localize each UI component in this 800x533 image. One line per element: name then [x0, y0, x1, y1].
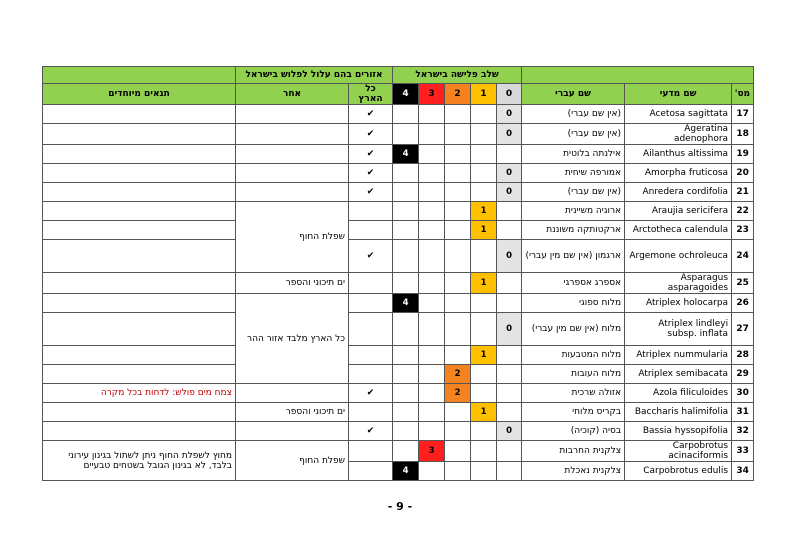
stage-cell-1: [471, 313, 497, 346]
other-areas: ים תיכוני והספר: [236, 403, 349, 422]
stage-cell-2: [445, 164, 471, 183]
stage-badge: 0: [502, 425, 517, 438]
col-header-stage-2: 2: [445, 84, 471, 105]
hebrew-name: מלוח ספוגי: [522, 294, 625, 313]
hebrew-name: צלקנית החרבות: [522, 441, 625, 462]
stage-cell-0: [497, 365, 522, 384]
other-areas: [236, 422, 349, 441]
stage-cell-2: [445, 365, 471, 384]
all-country-check: ✔: [349, 164, 393, 183]
table-row: [43, 145, 754, 164]
stage-cell-2: [445, 183, 471, 202]
header-empty-left: [522, 67, 754, 84]
stage-cell-2: [445, 145, 471, 164]
col-header-num: מס': [732, 84, 754, 105]
stage-cell-1: [471, 384, 497, 403]
stage-cell-3: [419, 462, 445, 481]
all-country-check: [349, 273, 393, 294]
row-number: 29: [732, 365, 754, 384]
stage-cell-0: [497, 294, 522, 313]
stage-badge: 1: [476, 406, 491, 419]
all-country-check: ✔: [349, 240, 393, 273]
stage-cell-1: [471, 221, 497, 240]
stage-cell-2: [445, 202, 471, 221]
header-column-row: [43, 84, 754, 105]
row-number: 24: [732, 240, 754, 273]
scientific-name: Amorpha fruticosa: [625, 164, 732, 183]
special-conditions: [43, 202, 236, 221]
stage-cell-4: [393, 164, 419, 183]
stage-cell-3: [419, 441, 445, 462]
scientific-name: Asparagus asparagoides: [625, 273, 732, 294]
stage-cell-2: [445, 403, 471, 422]
stage-cell-3: [419, 124, 445, 145]
other-areas: [236, 183, 349, 202]
stage-cell-3: [419, 273, 445, 294]
other-areas: [236, 124, 349, 145]
special-conditions: [43, 346, 236, 365]
scientific-name: Atriplex holocarpa: [625, 294, 732, 313]
table-row: [43, 221, 754, 240]
all-country-check: [349, 365, 393, 384]
stage-cell-4: [393, 384, 419, 403]
row-number: 17: [732, 105, 754, 124]
stage-cell-0: [497, 164, 522, 183]
stage-cell-4: [393, 422, 419, 441]
stage-cell-4: [393, 273, 419, 294]
header-areas-group: אזורים בהם עלול לפלוש בישראל: [236, 67, 393, 84]
stage-cell-1: [471, 202, 497, 221]
stage-cell-4: [393, 441, 419, 462]
row-number: 31: [732, 403, 754, 422]
row-number: 20: [732, 164, 754, 183]
table-row: [43, 313, 754, 346]
stage-cell-1: [471, 273, 497, 294]
other-areas: שפלת החוף: [236, 441, 349, 481]
stage-cell-0: [497, 240, 522, 273]
stage-cell-1: [471, 105, 497, 124]
table-row: [43, 403, 754, 422]
row-number: 28: [732, 346, 754, 365]
stage-cell-4: [393, 313, 419, 346]
col-header-stage-4: 4: [393, 84, 419, 105]
stage-cell-3: [419, 403, 445, 422]
stage-cell-1: [471, 124, 497, 145]
other-areas: [236, 105, 349, 124]
stage-badge: 0: [502, 128, 517, 141]
all-country-check: ✔: [349, 145, 393, 164]
stage-cell-0: [497, 221, 522, 240]
col-header-all: כל הארץ: [349, 84, 393, 105]
all-country-check: [349, 403, 393, 422]
stage-badge: 0: [502, 108, 517, 121]
special-conditions: [43, 124, 236, 145]
other-areas: [236, 384, 349, 403]
table-row: [43, 105, 754, 124]
stage-cell-0: [497, 105, 522, 124]
all-country-check: ✔: [349, 384, 393, 403]
invasive-species-table: [42, 66, 754, 481]
stage-cell-2: [445, 221, 471, 240]
stage-badge: 4: [398, 297, 413, 310]
stage-cell-2: [445, 273, 471, 294]
all-country-check: ✔: [349, 183, 393, 202]
col-header-other: אחר: [236, 84, 349, 105]
row-number: 21: [732, 183, 754, 202]
table-row: [43, 202, 754, 221]
stage-badge: 0: [502, 323, 517, 336]
table-row: [43, 164, 754, 183]
stage-cell-3: [419, 313, 445, 346]
table-row: [43, 240, 754, 273]
all-country-check: [349, 294, 393, 313]
scientific-name: Ailanthus altissima: [625, 145, 732, 164]
scientific-name: Arctotheca calendula: [625, 221, 732, 240]
stage-cell-1: [471, 346, 497, 365]
col-header-sci: שם מדעי: [625, 84, 732, 105]
stage-cell-0: [497, 183, 522, 202]
scientific-name: Araujia sericifera: [625, 202, 732, 221]
stage-cell-4: [393, 346, 419, 365]
stage-cell-3: [419, 240, 445, 273]
special-conditions: מחוץ לשפלת החוף ניתן לשתול בגינון עירוני בלבד, לא בגינון הגובל בשטחים טבעיים: [43, 441, 236, 481]
special-conditions: [43, 183, 236, 202]
stage-cell-1: [471, 240, 497, 273]
stage-cell-2: [445, 240, 471, 273]
stage-cell-0: [497, 441, 522, 462]
stage-cell-2: [445, 346, 471, 365]
row-number: 18: [732, 124, 754, 145]
stage-badge: 2: [450, 387, 465, 400]
stage-cell-0: [497, 313, 522, 346]
stage-cell-2: [445, 313, 471, 346]
stage-cell-1: [471, 145, 497, 164]
scientific-name: Acetosa sagittata: [625, 105, 732, 124]
row-number: 22: [732, 202, 754, 221]
stage-cell-4: [393, 403, 419, 422]
scientific-name: Atriplex lindleyi subsp. inflata: [625, 313, 732, 346]
special-conditions: [43, 294, 236, 313]
row-number: 23: [732, 221, 754, 240]
hebrew-name: אספרג אספרגי: [522, 273, 625, 294]
stage-badge: 1: [476, 277, 491, 290]
stage-badge: 1: [476, 205, 491, 218]
table-row: [43, 183, 754, 202]
hebrew-name: אזולה שרכית: [522, 384, 625, 403]
col-header-stage-3: 3: [419, 84, 445, 105]
all-country-check: ✔: [349, 105, 393, 124]
stage-cell-4: [393, 294, 419, 313]
stage-cell-4: [393, 145, 419, 164]
stage-cell-3: [419, 221, 445, 240]
hebrew-name: (אין שם עברי): [522, 124, 625, 145]
stage-cell-2: [445, 384, 471, 403]
other-areas: [236, 145, 349, 164]
all-country-check: [349, 441, 393, 462]
row-number: 34: [732, 462, 754, 481]
hebrew-name: מלוח (אין שם מין עברי): [522, 313, 625, 346]
all-country-check: [349, 313, 393, 346]
scientific-name: Carpobrotus edulis: [625, 462, 732, 481]
hebrew-name: (אין שם עברי): [522, 105, 625, 124]
all-country-check: ✔: [349, 124, 393, 145]
table-row: [43, 441, 754, 462]
stage-cell-2: [445, 462, 471, 481]
stage-cell-2: [445, 124, 471, 145]
header-stage-group: שלב פלישה בישראל: [393, 67, 522, 84]
hebrew-name: מלוח העובות: [522, 365, 625, 384]
header-empty-notes: [43, 67, 236, 84]
stage-badge: 4: [398, 148, 413, 161]
stage-cell-0: [497, 384, 522, 403]
stage-cell-1: [471, 164, 497, 183]
special-conditions: [43, 365, 236, 384]
special-conditions: [43, 164, 236, 183]
stage-cell-4: [393, 124, 419, 145]
hebrew-name: ארקטותקה משוננת: [522, 221, 625, 240]
stage-cell-1: [471, 403, 497, 422]
stage-cell-3: [419, 365, 445, 384]
scientific-name: Atriplex nummularia: [625, 346, 732, 365]
stage-cell-4: [393, 365, 419, 384]
row-number: 26: [732, 294, 754, 313]
col-header-stage-0: 0: [497, 84, 522, 105]
stage-cell-2: [445, 441, 471, 462]
all-country-check: [349, 462, 393, 481]
row-number: 33: [732, 441, 754, 462]
all-country-check: [349, 202, 393, 221]
header-group-row: [43, 67, 754, 84]
stage-cell-3: [419, 294, 445, 313]
stage-cell-0: [497, 462, 522, 481]
stage-badge: 4: [398, 465, 413, 478]
hebrew-name: בקריס מלוחי: [522, 403, 625, 422]
hebrew-name: (אין שם עברי): [522, 183, 625, 202]
all-country-check: [349, 221, 393, 240]
scientific-name: Baccharis halimifolia: [625, 403, 732, 422]
col-header-heb: שם עברי: [522, 84, 625, 105]
stage-cell-1: [471, 294, 497, 313]
scientific-name: Argemone ochroleuca: [625, 240, 732, 273]
hebrew-name: ארוגיה משיינית: [522, 202, 625, 221]
stage-cell-0: [497, 124, 522, 145]
row-number: 27: [732, 313, 754, 346]
stage-cell-2: [445, 294, 471, 313]
col-header-stage-1: 1: [471, 84, 497, 105]
hebrew-name: צלקנית נאכלת: [522, 462, 625, 481]
stage-cell-4: [393, 183, 419, 202]
stage-cell-3: [419, 346, 445, 365]
stage-cell-4: [393, 202, 419, 221]
row-number: 32: [732, 422, 754, 441]
stage-cell-3: [419, 183, 445, 202]
hebrew-name: אמורפה שיחית: [522, 164, 625, 183]
special-conditions: צמח מים פולש: לדחות בכל מקרה: [43, 384, 236, 403]
stage-cell-2: [445, 105, 471, 124]
table-row: [43, 365, 754, 384]
stage-cell-1: [471, 183, 497, 202]
special-conditions: [43, 240, 236, 273]
stage-cell-2: [445, 422, 471, 441]
stage-cell-1: [471, 462, 497, 481]
table-row: [43, 273, 754, 294]
stage-cell-0: [497, 273, 522, 294]
table-row: [43, 346, 754, 365]
stage-cell-0: [497, 145, 522, 164]
other-areas: ים תיכוני והספר: [236, 273, 349, 294]
stage-badge: 1: [476, 224, 491, 237]
hebrew-name: אילנתה בלוטית: [522, 145, 625, 164]
other-areas: שפלת החוף: [236, 202, 349, 273]
stage-cell-0: [497, 202, 522, 221]
page-number: - 9 -: [387, 500, 413, 513]
stage-badge: 0: [502, 186, 517, 199]
special-conditions: [43, 273, 236, 294]
stage-cell-0: [497, 403, 522, 422]
hebrew-name: בסיה (קוכיה): [522, 422, 625, 441]
stage-cell-3: [419, 105, 445, 124]
special-conditions: [43, 313, 236, 346]
col-header-notes: תנאים מיוחדים: [43, 84, 236, 105]
stage-cell-3: [419, 422, 445, 441]
stage-badge: 0: [502, 167, 517, 180]
row-number: 19: [732, 145, 754, 164]
scientific-name: Ageratina adenophora: [625, 124, 732, 145]
stage-cell-3: [419, 145, 445, 164]
stage-cell-4: [393, 240, 419, 273]
row-number: 25: [732, 273, 754, 294]
special-conditions: [43, 403, 236, 422]
special-conditions: [43, 105, 236, 124]
stage-cell-3: [419, 384, 445, 403]
stage-cell-3: [419, 164, 445, 183]
scientific-name: Azola filiculoides: [625, 384, 732, 403]
other-areas: [236, 164, 349, 183]
stage-cell-1: [471, 441, 497, 462]
row-number: 30: [732, 384, 754, 403]
stage-cell-4: [393, 462, 419, 481]
hebrew-name: ארגמון (אין שם מין עברי): [522, 240, 625, 273]
special-conditions: [43, 221, 236, 240]
stage-cell-0: [497, 346, 522, 365]
scientific-name: Anredera cordifolia: [625, 183, 732, 202]
other-areas: כל הארץ מלבד אזור ההר: [236, 294, 349, 384]
stage-cell-1: [471, 422, 497, 441]
hebrew-name: מלוח המטבעות: [522, 346, 625, 365]
table-row: [43, 422, 754, 441]
stage-cell-0: [497, 422, 522, 441]
table-row: [43, 384, 754, 403]
special-conditions: [43, 145, 236, 164]
scientific-name: Bassia hyssopifolia: [625, 422, 732, 441]
scientific-name: Carpobrotus acinaciformis: [625, 441, 732, 462]
stage-cell-1: [471, 365, 497, 384]
stage-cell-3: [419, 202, 445, 221]
stage-badge: 1: [476, 349, 491, 362]
stage-badge: 0: [502, 250, 517, 263]
table-row: [43, 124, 754, 145]
special-conditions: [43, 422, 236, 441]
all-country-check: [349, 346, 393, 365]
table-row: [43, 294, 754, 313]
scientific-name: Atriplex semibacata: [625, 365, 732, 384]
stage-badge: 3: [424, 445, 439, 458]
stage-cell-4: [393, 221, 419, 240]
stage-badge: 2: [450, 368, 465, 381]
all-country-check: ✔: [349, 422, 393, 441]
stage-cell-4: [393, 105, 419, 124]
